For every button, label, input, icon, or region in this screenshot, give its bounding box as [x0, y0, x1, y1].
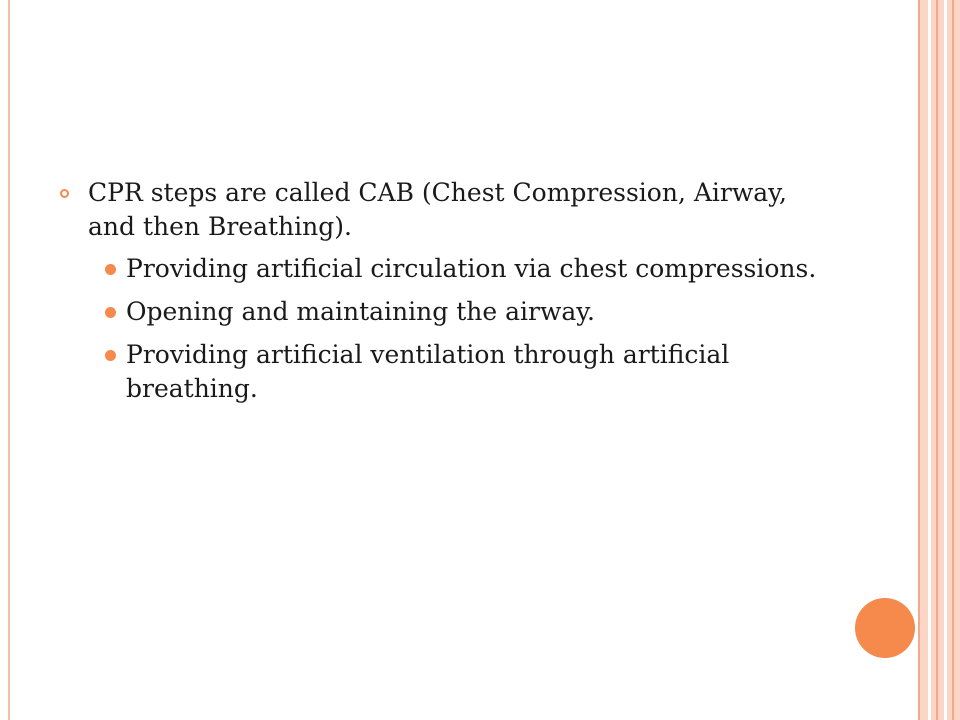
sub-bullet-text: Providing artificial ventilation through artificial breathing.	[126, 340, 730, 403]
sub-bullet-item	[60, 295, 820, 329]
sub-bullet-text: Providing artificial circulation via chest compressions.	[126, 254, 817, 283]
right-stripe	[918, 0, 920, 720]
ring-bullet-icon	[60, 189, 69, 198]
dot-bullet-icon	[105, 350, 116, 361]
sub-bullet-text: Opening and maintaining the airway.	[126, 297, 595, 326]
orange-circle-decor	[855, 598, 915, 658]
sub-bullet-list	[60, 252, 820, 406]
right-stripe	[928, 0, 931, 720]
dot-bullet-icon	[105, 307, 116, 318]
slide-body	[60, 176, 820, 415]
right-stripe	[944, 0, 947, 720]
main-bullet-text: CPR steps are called CAB (Chest Compression, Airway, and then Breathing).	[88, 178, 787, 241]
left-border-line	[8, 0, 10, 720]
sub-bullet-item	[60, 338, 820, 406]
dot-bullet-icon	[105, 264, 116, 275]
main-bullet-item	[60, 176, 820, 244]
right-stripe	[936, 0, 938, 720]
right-stripe	[952, 0, 954, 720]
sub-bullet-item	[60, 252, 820, 286]
